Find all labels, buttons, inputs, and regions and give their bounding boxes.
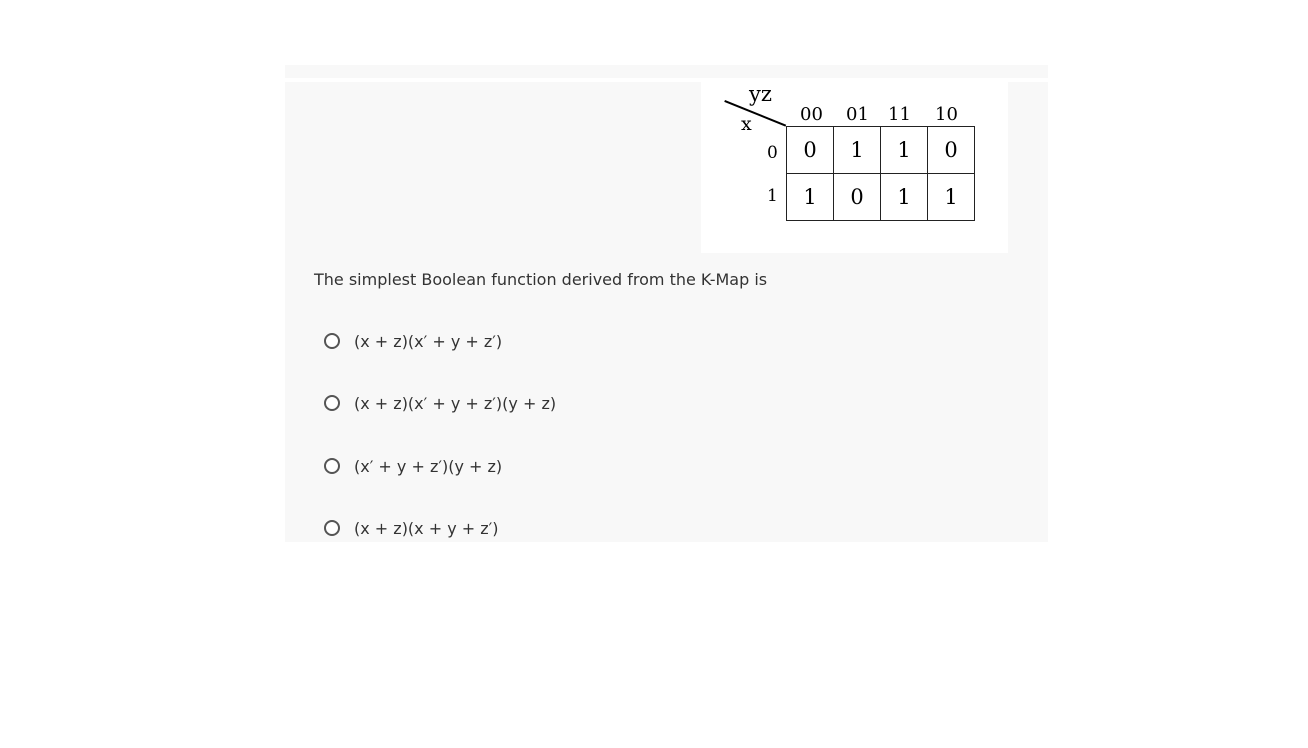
kmap-cell: 0 <box>834 174 881 221</box>
header-strip <box>285 65 1048 78</box>
kmap-cell: 1 <box>928 174 975 221</box>
radio-button[interactable] <box>324 333 340 349</box>
kmap-col-header: 01 <box>846 104 869 125</box>
answer-option-label[interactable]: (x + z)(x + y + z′) <box>354 518 499 538</box>
answer-option-label[interactable]: (x + z)(x′ + y + z′)(y + z) <box>354 393 557 413</box>
radio-button[interactable] <box>324 458 340 474</box>
kmap-cell: 1 <box>787 174 834 221</box>
kmap-cell: 1 <box>881 174 928 221</box>
answer-option[interactable] <box>324 455 502 477</box>
kmap-cell: 1 <box>834 127 881 174</box>
answer-option[interactable] <box>324 330 502 352</box>
answer-option[interactable] <box>324 517 499 539</box>
kmap-grid <box>786 126 975 221</box>
question-text: The simplest Boolean function derived from the K-Map is <box>314 270 768 289</box>
answer-option[interactable] <box>324 392 556 414</box>
kmap-row-header: 1 <box>767 186 778 206</box>
kmap-col-header: 00 <box>800 104 823 125</box>
kmap-row-header: 0 <box>767 143 778 163</box>
kmap-cell: 0 <box>787 127 834 174</box>
answer-option-label[interactable]: (x′ + y + z′)(y + z) <box>354 456 503 476</box>
answer-option-label[interactable]: (x + z)(x′ + y + z′) <box>354 331 503 351</box>
kmap-cell: 1 <box>881 127 928 174</box>
kmap-row-variable: x <box>741 113 752 135</box>
kmap-cell: 0 <box>928 127 975 174</box>
kmap-column-variable: yz <box>749 82 772 106</box>
kmap-col-header: 11 <box>888 104 911 125</box>
kmap-row <box>787 174 975 221</box>
kmap-col-header: 10 <box>935 104 958 125</box>
radio-button[interactable] <box>324 395 340 411</box>
kmap-row <box>787 127 975 174</box>
radio-button[interactable] <box>324 520 340 536</box>
